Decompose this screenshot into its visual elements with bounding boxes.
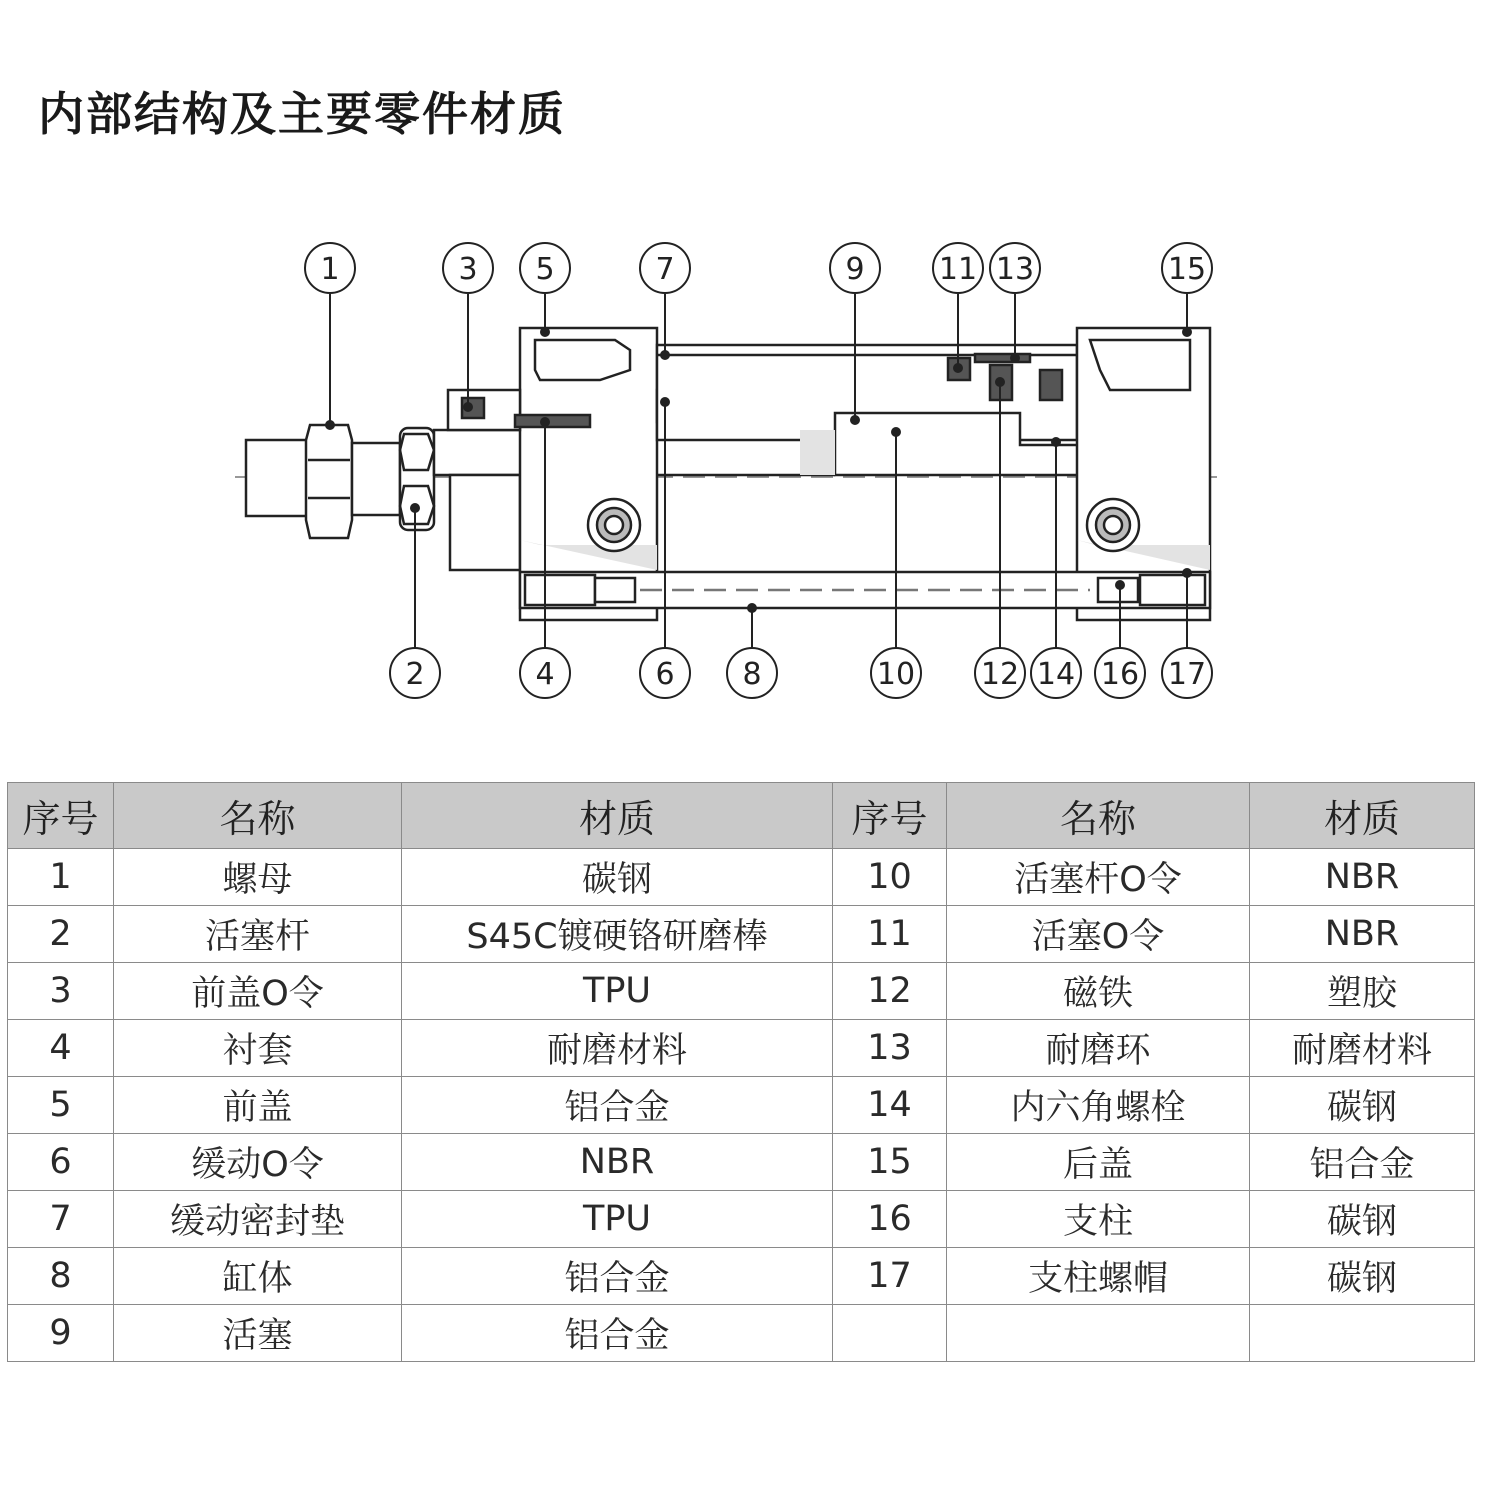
cell-no: 9	[8, 1305, 114, 1362]
table-row	[8, 1077, 1475, 1134]
cell-name: 后盖	[947, 1134, 1250, 1191]
parts-material-table	[7, 782, 1475, 1362]
svg-text:4: 4	[535, 657, 555, 692]
cell-no: 13	[833, 1020, 947, 1077]
table-row	[8, 1191, 1475, 1248]
cylinder-cross-section-diagram	[0, 230, 1500, 710]
cell-name: 耐磨环	[947, 1020, 1250, 1077]
header-name-right: 名称	[947, 783, 1250, 849]
svg-text:15: 15	[1167, 252, 1207, 287]
svg-text:6: 6	[655, 657, 675, 692]
cell-material: 碳钢	[402, 849, 833, 906]
cell-no: 8	[8, 1248, 114, 1305]
cell-no: 17	[833, 1248, 947, 1305]
svg-text:17: 17	[1167, 657, 1207, 692]
cell-name: 活塞杆O令	[947, 849, 1250, 906]
svg-text:2: 2	[405, 657, 425, 692]
cell-material: 耐磨材料	[1250, 1020, 1475, 1077]
cell-name: 支柱	[947, 1191, 1250, 1248]
page-title: 内部结构及主要零件材质	[38, 87, 566, 141]
svg-text:11: 11	[938, 252, 978, 287]
cell-no	[833, 1305, 947, 1362]
callout-15	[1162, 243, 1212, 336]
cell-no: 2	[8, 906, 114, 963]
cell-material: NBR	[1250, 849, 1475, 906]
cell-no: 15	[833, 1134, 947, 1191]
header-no-left: 序号	[8, 783, 114, 849]
cell-name: 活塞杆	[114, 906, 402, 963]
cell-name: 前盖	[114, 1077, 402, 1134]
cell-name: 缓动O令	[114, 1134, 402, 1191]
header-material-right: 材质	[1250, 783, 1475, 849]
cell-no: 16	[833, 1191, 947, 1248]
svg-text:3: 3	[458, 252, 478, 287]
svg-text:9: 9	[845, 252, 865, 287]
cell-no: 5	[8, 1077, 114, 1134]
svg-text:7: 7	[655, 252, 675, 287]
cell-no: 10	[833, 849, 947, 906]
callout-2	[390, 504, 440, 698]
cell-material: NBR	[402, 1134, 833, 1191]
cell-name: 前盖O令	[114, 963, 402, 1020]
svg-text:14: 14	[1036, 657, 1076, 692]
table-row	[8, 963, 1475, 1020]
cell-name: 螺母	[114, 849, 402, 906]
cell-material: 铝合金	[402, 1305, 833, 1362]
cell-name: 活塞O令	[947, 906, 1250, 963]
callout-5	[520, 243, 570, 336]
cell-material: S45C镀硬铬研磨棒	[402, 906, 833, 963]
cylinder-drawing	[235, 328, 1225, 620]
cell-name: 磁铁	[947, 963, 1250, 1020]
svg-text:1: 1	[320, 252, 340, 287]
table-row	[8, 1134, 1475, 1191]
callout-1	[305, 243, 355, 429]
cell-material: 碳钢	[1250, 1077, 1475, 1134]
cell-material: 铝合金	[402, 1077, 833, 1134]
svg-text:13: 13	[995, 252, 1035, 287]
cell-no: 6	[8, 1134, 114, 1191]
callout-3	[443, 243, 493, 411]
table-row	[8, 849, 1475, 906]
table-row	[8, 1248, 1475, 1305]
table-row	[8, 1305, 1475, 1362]
cell-no: 3	[8, 963, 114, 1020]
table-header-row	[8, 783, 1475, 849]
header-no-right: 序号	[833, 783, 947, 849]
cell-material: 塑胶	[1250, 963, 1475, 1020]
cell-name: 衬套	[114, 1020, 402, 1077]
svg-text:8: 8	[742, 657, 762, 692]
cell-material: 碳钢	[1250, 1248, 1475, 1305]
cell-no: 14	[833, 1077, 947, 1134]
cell-name	[947, 1305, 1250, 1362]
svg-text:16: 16	[1100, 657, 1140, 692]
cell-material: 铝合金	[402, 1248, 833, 1305]
table-row	[8, 906, 1475, 963]
cell-no: 7	[8, 1191, 114, 1248]
cell-name: 活塞	[114, 1305, 402, 1362]
rod-wrench-flat	[400, 428, 434, 530]
cell-material: NBR	[1250, 906, 1475, 963]
cell-name: 缸体	[114, 1248, 402, 1305]
cell-name: 支柱螺帽	[947, 1248, 1250, 1305]
cell-material: 耐磨材料	[402, 1020, 833, 1077]
cell-name: 缓动密封垫	[114, 1191, 402, 1248]
table-row	[8, 1020, 1475, 1077]
callout-8	[727, 604, 777, 698]
cell-no: 12	[833, 963, 947, 1020]
svg-text:5: 5	[535, 252, 555, 287]
cell-material: TPU	[402, 963, 833, 1020]
cell-material	[1250, 1305, 1475, 1362]
nut-shape	[306, 425, 352, 538]
cell-material: 碳钢	[1250, 1191, 1475, 1248]
cell-name: 内六角螺栓	[947, 1077, 1250, 1134]
cell-material: 铝合金	[1250, 1134, 1475, 1191]
cell-material: TPU	[402, 1191, 833, 1248]
svg-text:12: 12	[980, 657, 1020, 692]
cell-no: 1	[8, 849, 114, 906]
cell-no: 4	[8, 1020, 114, 1077]
header-material-left: 材质	[402, 783, 833, 849]
cell-no: 11	[833, 906, 947, 963]
header-name-left: 名称	[114, 783, 402, 849]
svg-text:10: 10	[876, 657, 916, 692]
